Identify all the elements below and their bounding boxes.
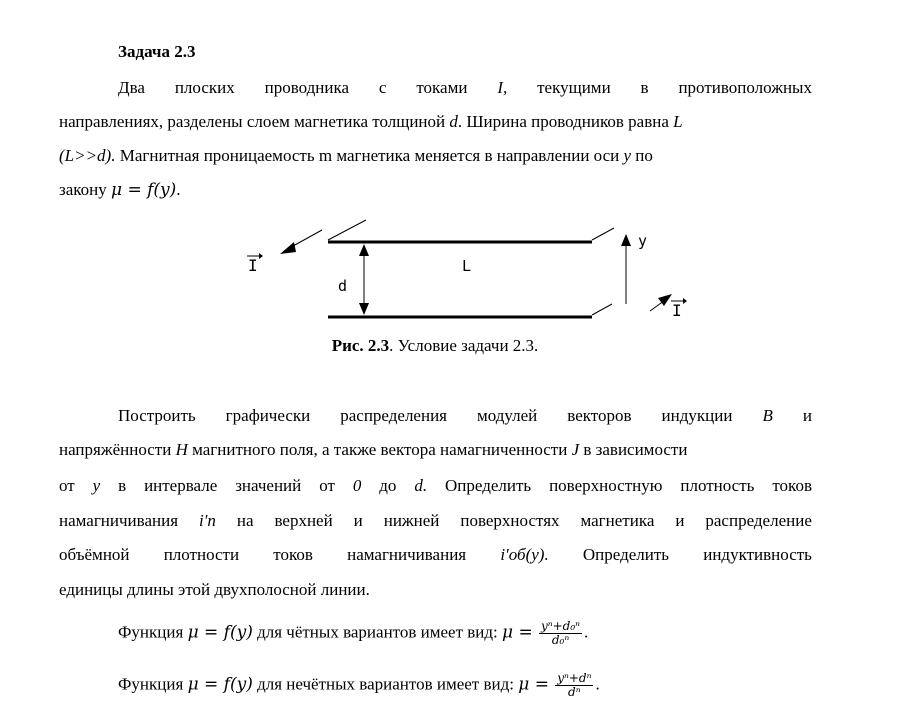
word: 0 [352, 476, 362, 495]
label-I-right: I [672, 301, 682, 320]
text-span: Функция [118, 622, 188, 642]
text-span: магнитного поля, а также вектора намагниченности [187, 440, 572, 459]
word: объёмной [59, 545, 130, 564]
text-span: J [571, 440, 580, 459]
word: токов [772, 476, 812, 495]
fraction-odd [555, 672, 593, 699]
word: d. [414, 476, 428, 495]
vector-bar-left-tip [259, 253, 263, 259]
word: Определить [582, 545, 670, 564]
para1-line1 [118, 78, 812, 98]
word: и [802, 406, 812, 425]
var-L: L [673, 112, 683, 131]
formula-mu: μ = f(y) [187, 674, 253, 695]
word: i′п [198, 511, 216, 530]
y-axis-arrow [621, 234, 631, 246]
para1-line3 [59, 146, 812, 166]
formula-mu: μ = f(y) [111, 180, 177, 200]
formula-mu-eq: μ = [518, 674, 549, 695]
perspective-line [328, 220, 366, 240]
thickness-arrow-head-top [359, 244, 369, 256]
word: интервале [144, 476, 218, 495]
word: распределения [340, 406, 447, 425]
word: токов [273, 545, 313, 564]
word: векторов [567, 406, 632, 425]
word: токами [416, 78, 468, 97]
word: Определить [445, 476, 532, 495]
word: распределение [705, 511, 812, 530]
word: Два [118, 78, 145, 97]
func-even-line [118, 620, 871, 647]
fraction-denominator: d₀ⁿ [551, 633, 570, 648]
text-span: . [584, 622, 589, 642]
func-odd-line [118, 672, 871, 699]
perspective-line [592, 228, 614, 240]
para2-line1 [118, 406, 812, 426]
para2-line3 [59, 476, 812, 496]
label-L: L [462, 257, 472, 275]
text-span: Функция [118, 674, 188, 694]
text-span: . [176, 180, 181, 199]
word: поверхностную [549, 476, 663, 495]
fraction-denominator: dⁿ [568, 685, 581, 700]
text-span: напряжённости [59, 440, 176, 459]
fraction-even [539, 620, 582, 647]
para2-line5 [59, 545, 812, 565]
text-span: для нечётных вариантов имеет вид: [252, 674, 519, 694]
caption-text: . Условие задачи 2.3. [389, 336, 539, 355]
label-y: y [638, 232, 648, 250]
label-I-left: I [248, 256, 258, 275]
word: и [675, 511, 685, 530]
figure-caption [0, 336, 870, 356]
word: от [59, 476, 75, 495]
formula-mu-eq: μ = [502, 622, 533, 643]
label-d: d [338, 277, 348, 295]
word: индукции [661, 406, 733, 425]
caption-label: Рис. 2.3 [331, 336, 390, 355]
word: с [378, 78, 387, 97]
word: в [640, 78, 649, 97]
thickness-arrow-head-bottom [359, 303, 369, 315]
word: от [319, 476, 335, 495]
word: намагничивания [347, 545, 467, 564]
perspective-line [592, 304, 612, 315]
word: плотности [163, 545, 240, 564]
fraction-numerator: yⁿ+dⁿ [557, 671, 592, 685]
para1-line4 [59, 180, 812, 200]
text-span: . Ширина проводников равна [457, 112, 674, 131]
word: в [118, 476, 127, 495]
text-span: H [175, 440, 188, 459]
task-title: Задача 2.3 [118, 42, 196, 61]
word: индуктивность [703, 545, 812, 564]
text-span: . [595, 674, 600, 694]
para1-line2 [59, 112, 812, 132]
word: Построить [118, 406, 196, 425]
word: поверхностях [460, 511, 560, 530]
text-span: направлениях, разделены слоем магнетика толщиной [59, 112, 450, 131]
text-span: закону [59, 180, 112, 199]
text-span: Магнитная проницаемость m магнетика меняется в направлении оси [115, 146, 624, 165]
word: графически [225, 406, 311, 425]
word: i′об(y). [500, 545, 549, 564]
var-y: y [623, 146, 632, 165]
word: на [236, 511, 254, 530]
var-d: d [449, 112, 458, 131]
para2-line2 [59, 440, 812, 460]
figure-svg [240, 216, 700, 326]
word: верхней [274, 511, 333, 530]
current-arrow-left-head [280, 242, 296, 254]
word: магнетика [580, 511, 655, 530]
var-condition: (L>>d). [59, 146, 116, 165]
word: противоположных [678, 78, 812, 97]
word: B [762, 406, 773, 425]
word: текущими [537, 78, 611, 97]
word: модулей [476, 406, 538, 425]
text-span: в зависимости [579, 440, 688, 459]
word: плоских [174, 78, 235, 97]
formula-mu: μ = f(y) [187, 622, 253, 643]
para2-line6: единицы длины этой двухполосной линии. [59, 580, 370, 599]
word: намагничивания [59, 511, 179, 530]
word: плотность [680, 476, 755, 495]
figure-2-3 [240, 216, 700, 326]
word: I, [497, 78, 508, 97]
vector-bar-right-tip [683, 298, 687, 304]
fraction-numerator: yⁿ+d₀ⁿ [540, 619, 581, 633]
word: нижней [383, 511, 440, 530]
word: проводника [264, 78, 350, 97]
text-span: для чётных вариантов имеет вид: [252, 622, 503, 642]
word: до [379, 476, 397, 495]
word: и [353, 511, 363, 530]
para2-line4 [59, 511, 812, 531]
word: y [92, 476, 101, 495]
word: значений [235, 476, 302, 495]
text-span: по [631, 146, 653, 165]
